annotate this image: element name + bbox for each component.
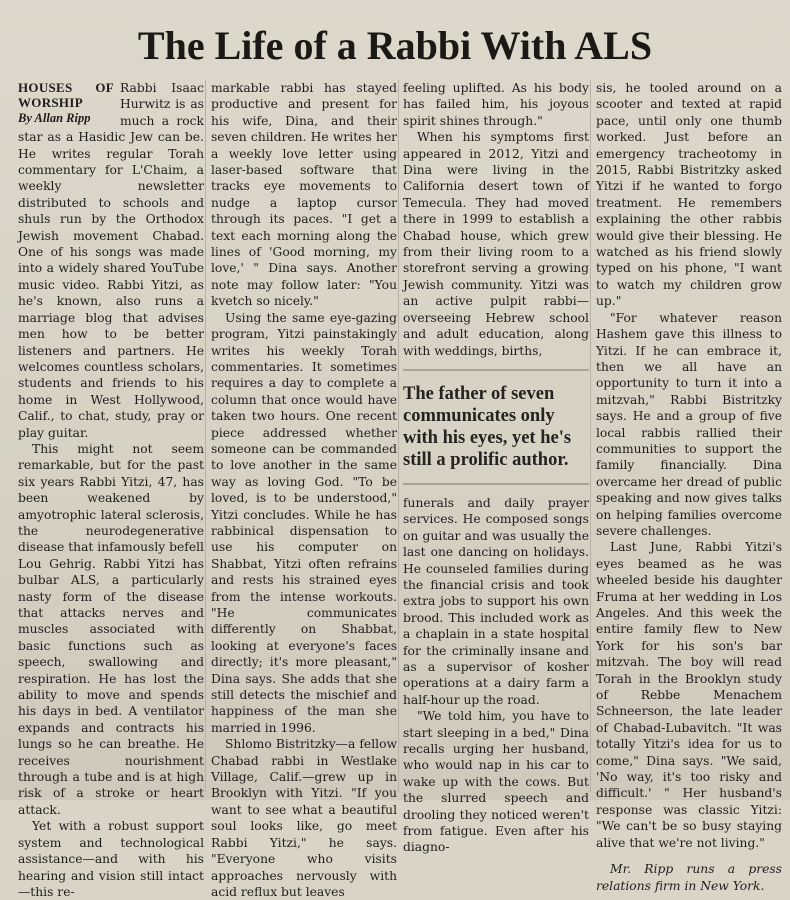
paragraph: Shlomo Bistritzky—a fellow Chabad rabbi in Westlake Village, Calif.—grew up in Brooklyn with Yitzi. "If you want to see what a beautiful soul looks like, go meet Rabbi Yitzi," he says. "Everyone who visits approaches nervously with acid reflux but leaves: [211, 737, 397, 899]
kicker: [18, 80, 114, 126]
pull-quote: [403, 369, 589, 485]
section-label: HOUSES OF WORSHIP: [18, 80, 114, 110]
paragraph: This might not seem remarkable, but for the past six years Rabbi Yitzi, 47, has been weakened by amyotrophic lateral sclerosis, the neurodegenerative disease that infamously befell Lou Gehrig. Rabbi Yitzi has bulbar ALS, a particularly nasty form of the disease that attacks nerves and muscles associated with basic functions such as speech, swallowing and respiration. He has lost the ability to move and spends his days in bed. A ventilator expands and contracts his lungs so he can breathe. He receives nourishment through a tube and is at high risk of a stroke or heart attack.: [18, 441, 204, 817]
paragraph: sis, he tooled around on a scooter and texted at rapid pace, until only one thumb worked. Just before an emergency tracheotomy in 2015, Rabbi Bistritzky asked Yitzi if he wanted to forgo treatment. He remembers explaining the other rabbis would give their blessing. He watched as his friend slowly typed on his phone, "I want to watch my children grow up.": [596, 81, 782, 309]
pull-quote-text: The father of seven communicates only with his eyes, yet he's still a prolific author.: [403, 383, 572, 470]
column-rule: [398, 80, 399, 792]
paragraph: "For whatever reason Hashem gave this illness to Yitzi. If he can embrace it, then we all have an opportunity to turn it into a mitzvah," Rabbi Bistritzky says. He and a group of five local rabbis rallied their communities to support the family financially. Dina overcame her dread of public speaking and now gives talks on helping families overcome severe challenges.: [596, 310, 782, 538]
column-rule: [205, 80, 206, 792]
column-4: [596, 80, 782, 893]
column-2: [211, 80, 397, 899]
paragraph: Using the same eye-gazing program, Yitzi painstakingly writes his weekly Torah commentaries. It sometimes requires a day to complete a column that once would have taken two hours. One recent piece addressed whether someone can be commanded to love another in the same way as loving God. "To be loved, is to be understood," Yitzi concludes. While he has rabbinical dispensation to use his computer on Shabbat, Yitzi often refrains and rests his strained eyes from the intense workouts. "He communicates differently on Shabbat, looking at everyone's faces directly; it's more pleasant," Dina says. She adds that she still detects the mischief and happiness of the man she married in 1996.: [211, 310, 397, 735]
column-1: [18, 80, 204, 899]
paragraph: markable rabbi has stayed productive and present for his wife, Dina, and their seven children. He writes her a weekly love letter using laser-based software that tracks eye movements to nudge a laptop cursor through its paces. "I get a text each morning along the lines of 'Good morning, my love,' " Dina says. Another note may follow later: "You kvetch so nicely.": [211, 81, 397, 309]
paragraph: "We told him, you have to start sleeping in a bed," Dina recalls urging her husband, who would nap in his car to wake up with the cows. But the slurred speech and drooling they noticed weren't from fatigue. Even after his diagno-: [403, 709, 589, 855]
author-tagline: Mr. Ripp runs a press relations firm in New York.: [596, 862, 782, 893]
paragraph: Last June, Rabbi Yitzi's eyes beamed as he was wheeled beside his daughter Fruma at her wedding in Los Angeles. And this week the entire family flew to New York for his son's bar mitzvah. The boy will read Torah in the Brooklyn study of Rebbe Menachem Schneerson, the late leader of Chabad-Lubavitch. "It was totally Yitzi's idea for us to come," Dina says. "We said, 'No way, it's too risky and difficult.' " Her husband's response was classic Yitzi: "We can't be so busy staying alive that we're not living.": [596, 540, 782, 850]
column-rule: [590, 80, 591, 792]
headline: The Life of a Rabbi With ALS: [137, 23, 653, 68]
paragraph: When his symptoms first appeared in 2012, Yitzi and Dina were living in the California desert town of Temecula. They had moved there in 1999 to establish a Chabad house, which grew from their living room to a storefront serving a growing Jewish community. Yitzi was an active pulpit rabbi—overseeing Hebrew school and adult education, along with weddings, births,: [403, 130, 589, 358]
column-3: [403, 80, 589, 855]
paragraph: Yet with a robust support system and technological assistance—and with his hearing and vision still intact—this re-: [18, 819, 204, 899]
byline: By Allan Ripp: [18, 111, 91, 125]
paragraph: funerals and daily prayer services. He composed songs on guitar and was usually the last one dancing on holidays. He counseled families during the financial crisis and took extra jobs to support his own brood. This included work as a chaplain in a state hospital for the criminally insane and as a supervisor of kosher operations at a dairy farm a half-hour up the road.: [403, 495, 589, 707]
paragraph: feeling uplifted. As his body has failed him, his joyous spirit shines through.": [403, 81, 589, 128]
paragraph: Rabbi Isaac Hurwitz is as much a rock star as a Hasidic Jew can be. He writes regular Torah commentary for L'Chaim, a weekly newsletter distributed to schools and shuls run by the Orthodox Jewish movement Chabad. One of his songs was made into a widely shared YouTube music video. Rabbi Yitzi, as he's known, also runs a marriage blog that advises men how to be better listeners and partners. He welcomes countless scholars, students and friends to his home in West Hollywood, Calif., to chat, study, pray or play guitar.: [18, 81, 204, 440]
